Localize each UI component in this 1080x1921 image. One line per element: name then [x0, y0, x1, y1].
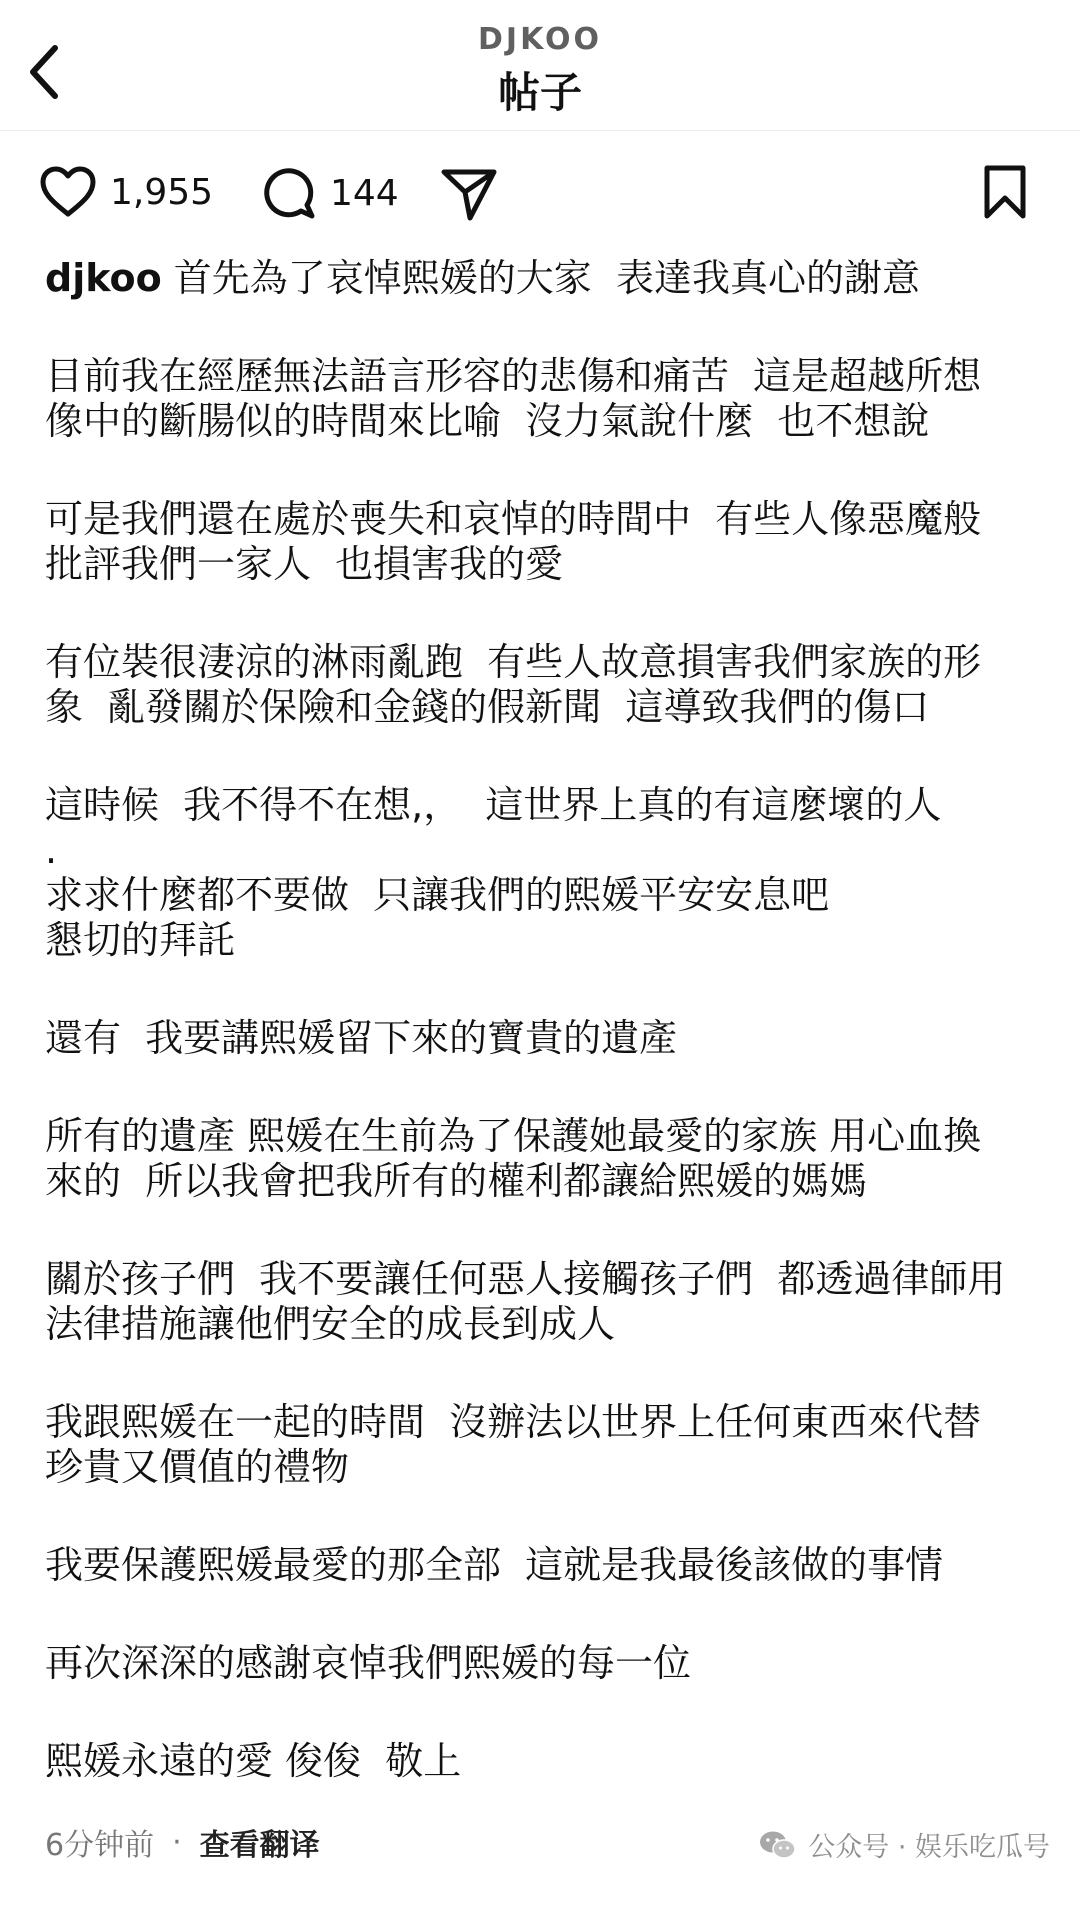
caption-paragraph: 關於孩子們 我不要讓任何惡人接觸孩子們 都透過律師用 法律措施讓他們安全的成長到成人 — [45, 1257, 1006, 1346]
comment-count: 144 — [330, 172, 399, 214]
separator-dot: · — [172, 1824, 182, 1860]
speech-bubble-icon — [262, 166, 316, 220]
header-username: DJKOO — [478, 22, 602, 57]
caption-paragraph: 我要保護熙媛最愛的那全部 這就是我最後該做的事情 — [45, 1543, 944, 1587]
like-count: 1,955 — [110, 171, 214, 213]
caption-paragraph: 熙媛永遠的愛 俊俊 敬上 — [45, 1739, 462, 1783]
caption-paragraph: 可是我們還在處於喪失和哀悼的時間中 有些人像惡魔般 批評我們一家人 也損害我的愛 — [45, 497, 982, 586]
caption-paragraph: 這時候 我不得不在想,， 這世界上真的有這麼壞的人 . — [45, 783, 942, 872]
post-timestamp: 6分钟前 — [45, 1828, 155, 1863]
caption-paragraph: 再次深深的感謝哀悼我們熙媛的每一位 — [45, 1641, 692, 1685]
bookmark-icon — [983, 164, 1027, 220]
caption-paragraph: 所有的遺產 熙媛在生前為了保護她最愛的家族 用心血換 來的 所以我會把我所有的權利都讓給熙媛的媽媽 — [45, 1114, 982, 1203]
caption-paragraph: 首先為了哀悼熙媛的大家 表達我真心的謝意 — [173, 256, 920, 300]
caption-first-line — [45, 256, 1045, 301]
like-button[interactable] — [40, 166, 213, 218]
save-button[interactable] — [983, 164, 1027, 220]
caption-paragraph: 求求什麼都不要做 只讓我們的熙媛平安安息吧 懇切的拜託 — [45, 873, 830, 962]
watermark — [758, 1825, 1050, 1864]
caption-paragraph: 有位裝很淒涼的淋雨亂跑 有些人故意損害我們家族的形 象 亂發關於保險和金錢的假新聞 這導致我們的傷口 — [45, 640, 982, 729]
top-bar — [0, 0, 1080, 131]
caption-paragraph: 還有 我要講熙媛留下來的寶貴的遺產 — [45, 1016, 678, 1060]
share-button[interactable] — [440, 166, 498, 222]
page-title: 帖子 — [497, 68, 582, 117]
post-footer — [45, 1820, 320, 1864]
paper-plane-icon — [440, 166, 498, 222]
heart-icon — [40, 166, 96, 218]
watermark-text: 公众号 · 娱乐吃瓜号 — [808, 1832, 1050, 1863]
author-username[interactable]: djkoo — [45, 256, 162, 300]
caption-paragraph: 目前我在經歷無法語言形容的悲傷和痛苦 這是超越所想 像中的斷腸似的時間來比喻 沒力氣說什麼 也不想說 — [45, 354, 982, 443]
comment-button[interactable] — [262, 166, 399, 220]
post-actions — [0, 160, 1080, 235]
see-translation-link[interactable]: 查看翻译 — [199, 1828, 320, 1863]
wechat-icon — [758, 1829, 798, 1861]
post-caption — [45, 256, 1045, 1837]
caption-paragraph: 我跟熙媛在一起的時間 沒辦法以世界上任何東西來代替 珍貴又價值的禮物 — [45, 1400, 982, 1489]
